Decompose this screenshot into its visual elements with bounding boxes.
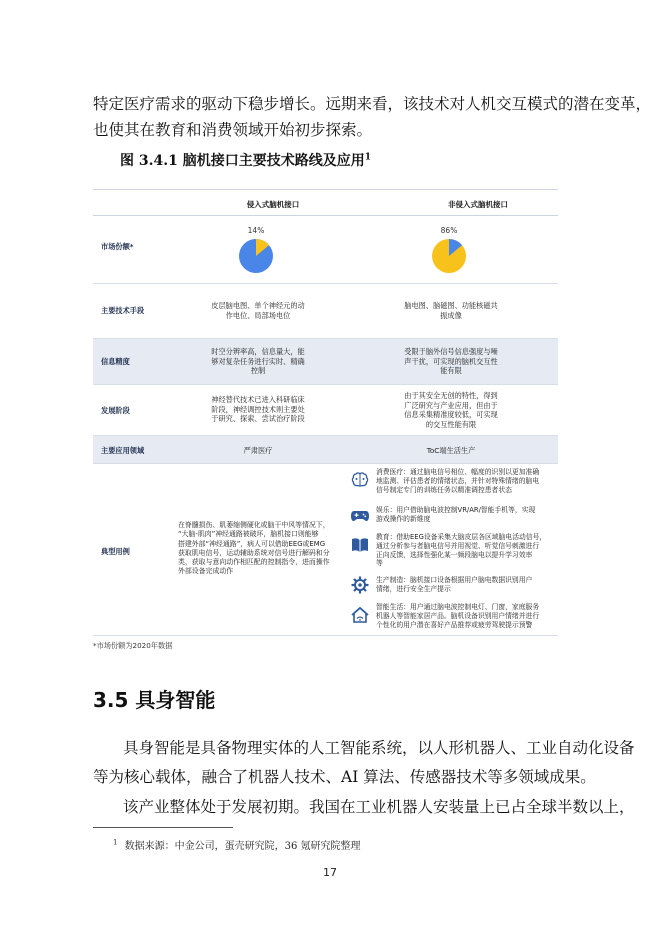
invasive-stage	[191, 395, 325, 424]
invasive-domain: 严肃医疗	[243, 446, 273, 455]
figure-caption	[120, 150, 371, 170]
case-line: 个性化的用户潜在喜好产品推荐或疲劳驾驶提示预警	[376, 620, 533, 629]
invasive-share-pie	[238, 238, 274, 274]
section-heading	[93, 684, 215, 713]
cell-line: 时空分辨率高，信息量大，能	[211, 347, 305, 356]
row-label: 发展阶段	[101, 406, 130, 415]
brain-icon	[350, 470, 370, 490]
cell-line: 神经替代技术已进入科研临床	[211, 395, 305, 404]
cell-line: 在脊髓损伤、肌萎缩侧硬化或脑干中风等情况下，	[178, 521, 330, 529]
cell-line: 搭建外部“神经通路”，病人可以借助EEG或EMG	[178, 539, 326, 548]
book-icon	[350, 535, 370, 555]
cell-line: 于研究、探索、尝试治疗阶段	[211, 414, 305, 423]
row-label: 市场份额*	[101, 242, 134, 251]
body-line-3: 该产业整体处于发展初期。我国在工业机器人安装量上已占全球半数以上，	[123, 798, 635, 816]
gear-icon	[350, 575, 370, 595]
page-number: 17	[323, 866, 337, 879]
case-line: 机器人等智能家居产品。脑机设备识别用户情绪并进行	[376, 611, 540, 620]
footnote-mark: 1	[113, 838, 118, 847]
case-line: 信号制定专门的训练任务以精准调控患者状态	[376, 485, 512, 494]
row-label: 信息精度	[101, 357, 130, 366]
row-development-stage	[93, 385, 558, 436]
cell-line: 阶段，神经调控技术则主要处	[211, 404, 305, 414]
case-education	[350, 533, 558, 568]
body-line-1: 具身智能是具备物理实体的人工智能系统，以人形机器人、工业自动化设备	[123, 739, 635, 757]
row-label: 主要应用领域	[101, 446, 145, 455]
cell-line: 由于其安全无创的特性，得到	[404, 391, 498, 400]
intro-line-2: 也使其在教育和消费领域开始初步探索。	[93, 121, 373, 139]
table-note: *市场份额为2020年数据	[93, 641, 173, 650]
case-manufacturing	[350, 573, 558, 603]
footnote	[113, 837, 361, 852]
case-consumer-medical	[350, 468, 558, 498]
footnote-divider	[93, 827, 233, 828]
cell-line: 广泛研究与产业应用，但由于	[404, 400, 498, 410]
case-line: 地监测、评估患者的情绪状态，并针对特殊情绪的脑电	[376, 476, 540, 485]
case-line: 正向反馈，选择性强化某一频段脑电以提升学习效率	[376, 550, 533, 559]
row-application-domain	[93, 436, 558, 464]
section-number: 3.5	[93, 688, 129, 712]
header-invasive: 侵入式脑机接口	[246, 200, 300, 209]
case-line: 消费医疗：通过脑电信号相位、幅度的识别以更加准确	[376, 468, 540, 476]
case-line: 通过分析参与者脑电信号并用视觉、听觉信号刺激进行	[376, 541, 540, 550]
noninvasive-precision	[386, 347, 516, 376]
cell-line: “大脑-肌肉”神经通路被破坏，脑机接口则能够	[178, 530, 319, 539]
smart-home-icon	[350, 605, 370, 625]
cell-line: 够对复杂任务进行实时、精确	[211, 356, 305, 366]
case-line: 娱乐：用户借助脑电波控制VR/AR/智能手机等，实现	[376, 506, 536, 514]
noninvasive-share-label: 86%	[440, 226, 458, 235]
cell-line: 能有限	[440, 366, 462, 375]
cell-line: 类，获取与意向动作相匹配的控制指令，进而操作	[178, 558, 330, 567]
row-label: 主要技术手段	[101, 306, 145, 315]
noninvasive-tech	[384, 301, 518, 320]
table-header	[93, 189, 558, 216]
bci-comparison-table	[93, 189, 558, 651]
cell-line: 作电位、局部场电位	[225, 310, 291, 320]
row-market-share	[93, 216, 558, 284]
gamepad-icon	[350, 505, 370, 525]
case-line: 教育：借助EEG设备采集大脑皮层各区域脑电活动信号，	[376, 533, 547, 541]
invasive-share-label: 14%	[247, 226, 265, 235]
case-entertainment	[350, 503, 558, 533]
invasive-tech	[191, 301, 325, 320]
intro-line-1: 特定医疗需求的驱动下稳步增长。远期来看，该技术对人机交互模式的潜在变革，	[93, 95, 652, 113]
figure-caption-text: 图 3.4.1 脑机接口主要技术路线及应用	[120, 153, 365, 169]
noninvasive-domain: ToC端生活生产	[426, 446, 476, 455]
noninvasive-stage	[386, 391, 516, 429]
row-precision	[93, 339, 558, 385]
cell-line: 皮层脑电图、单个神经元的动	[211, 301, 305, 310]
invasive-case	[178, 521, 348, 577]
section-title: 具身智能	[135, 688, 216, 712]
case-line: 情绪，进行安全生产提示	[376, 584, 451, 593]
case-text	[376, 468, 554, 494]
row-typical-cases	[93, 464, 558, 636]
body-line-2: 等为核心载体，融合了机器人技术、AI 算法、传感器技术等多领域成果。	[93, 768, 596, 786]
case-text	[376, 506, 554, 524]
case-line: 智能生活：用户通过脑电波控制电灯、门窗，家庭服务	[376, 603, 540, 611]
case-line: 游戏操作的新维度	[376, 514, 431, 523]
case-line: 生产制造：脑机接口设备根据用户脑电数据识别用户	[376, 576, 533, 584]
row-label: 典型用例	[101, 547, 130, 556]
footnote-text: 数据来源：中金公司，蛋壳研究院，36 氪研究院整理	[124, 841, 361, 852]
cell-line: 的交互性能有限	[425, 419, 477, 429]
cell-line: 获取肌电信号，运动辅助系统对信号进行解码和分	[178, 548, 330, 557]
case-line: 等	[376, 559, 383, 568]
cell-line: 受限于脑外信号信息强度与噪	[404, 347, 498, 356]
cell-line: 信息采集精准度较低，可实现	[404, 410, 498, 419]
cell-line: 脑电图、脑磁图、功能核磁共	[404, 301, 498, 310]
row-main-tech	[93, 284, 558, 339]
case-text	[376, 603, 554, 629]
noninvasive-share-pie	[431, 238, 467, 274]
cell-line: 控制	[250, 366, 266, 375]
invasive-precision	[193, 347, 323, 376]
cell-line: 振成像	[440, 310, 462, 320]
case-text	[376, 533, 554, 568]
header-noninvasive: 非侵入式脑机接口	[448, 200, 508, 209]
case-smart-living	[350, 603, 558, 633]
figure-caption-footnote-mark: 1	[364, 152, 371, 163]
cell-line: 外部设备完成动作	[178, 567, 234, 576]
cell-line: 声干扰，可实现的脑机交互性	[404, 356, 498, 366]
case-text	[376, 576, 554, 594]
